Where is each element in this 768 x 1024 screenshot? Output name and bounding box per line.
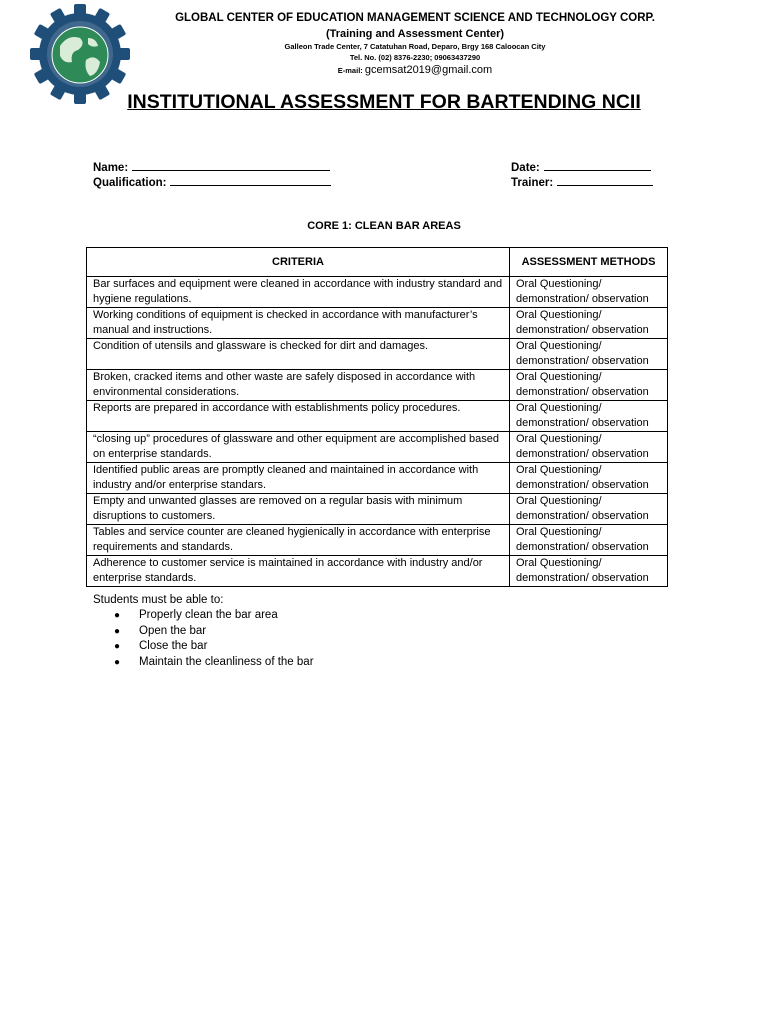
assessment-method-cell: Oral Questioning/ demonstration/ observation [510, 277, 668, 308]
list-item [93, 608, 314, 623]
trainer-label: Trainer: [511, 177, 554, 189]
criteria-cell: Condition of utensils and glassware is checked for dirt and damages. [87, 339, 510, 370]
assessment-method-cell: Oral Questioning/ demonstration/ observation [510, 525, 668, 556]
criteria-cell: Reports are prepared in accordance with establishments policy procedures. [87, 401, 510, 432]
name-blank-line [132, 160, 330, 171]
assessment-method-cell: Oral Questioning/ demonstration/ observation [510, 556, 668, 587]
core-section-title: CORE 1: CLEAN BAR AREAS [307, 220, 461, 232]
criteria-cell: “closing up” procedures of glassware and other equipment are accomplished based on enterprise standards. [87, 432, 510, 463]
name-label: Name: [93, 162, 129, 174]
organization-phone: Tel. No. (02) 8376-2230; 09063437290 [349, 53, 481, 62]
organization-name: GLOBAL CENTER OF EDUCATION MANAGEMENT SCIENCE AND TECHNOLOGY CORP. [175, 12, 655, 24]
organization-address: Galleon Trade Center, 7 Catatuhan Road, Deparo, Brgy 168 Caloocan City [284, 42, 546, 51]
criteria-cell: Working conditions of equipment is checked in accordance with manufacturer’s manual and instructions. [87, 308, 510, 339]
learning-outcomes-list [93, 608, 314, 670]
table-row [87, 432, 668, 463]
assessment-method-cell: Oral Questioning/ demonstration/ observation [510, 432, 668, 463]
date-field [511, 160, 651, 174]
assessment-table [86, 247, 668, 587]
table-row [87, 308, 668, 339]
table-row [87, 525, 668, 556]
assessment-method-cell: Oral Questioning/ demonstration/ observation [510, 370, 668, 401]
list-item [93, 639, 314, 654]
date-blank-line [544, 160, 651, 171]
criteria-cell: Bar surfaces and equipment were cleaned in accordance with industry standard and hygiene regulations. [87, 277, 510, 308]
list-item-text: Close the bar [139, 640, 208, 653]
qualification-field [93, 175, 331, 189]
criteria-cell: Adherence to customer service is maintained in accordance with industry and/or enterprise standards. [87, 556, 510, 587]
assessment-method-cell: Oral Questioning/ demonstration/ observation [510, 339, 668, 370]
learning-outcomes [93, 593, 314, 670]
table-row [87, 556, 668, 587]
organization-email [150, 65, 680, 76]
name-field [93, 160, 330, 174]
trainer-blank-line [557, 175, 653, 186]
criteria-cell: Tables and service counter are cleaned hygienically in accordance with enterprise requirements and standards. [87, 525, 510, 556]
email-label: E-mail: [337, 66, 363, 75]
list-item-text: Open the bar [139, 624, 207, 637]
date-label: Date: [511, 162, 540, 174]
criteria-cell: Identified public areas are promptly cleaned and maintained in accordance with industry and/or enterprise standars. [87, 463, 510, 494]
assessment-method-cell: Oral Questioning/ demonstration/ observation [510, 401, 668, 432]
table-header-row [87, 248, 668, 277]
assessment-method-cell: Oral Questioning/ demonstration/ observation [510, 463, 668, 494]
bullet-icon: ● [114, 641, 121, 653]
table-row [87, 463, 668, 494]
list-item [93, 624, 314, 639]
table-row [87, 370, 668, 401]
organization-logo [30, 4, 130, 104]
criteria-cell: Empty and unwanted glasses are removed on a regular basis with minimum disruptions to customers. [87, 494, 510, 525]
bullet-icon: ● [114, 656, 121, 668]
list-item-text: Properly clean the bar area [139, 609, 278, 622]
assessment-method-cell: Oral Questioning/ demonstration/ observation [510, 308, 668, 339]
qualification-label: Qualification: [93, 177, 167, 189]
gear-globe-icon [30, 4, 130, 104]
criteria-cell: Broken, cracked items and other waste are safely disposed in accordance with environmental considerations. [87, 370, 510, 401]
table-row [87, 494, 668, 525]
organization-subtitle: (Training and Assessment Center) [325, 28, 505, 40]
learning-outcomes-intro: Students must be able to: [93, 594, 224, 606]
criteria-header: CRITERIA [87, 248, 510, 277]
table-row [87, 401, 668, 432]
assessment-method-cell: Oral Questioning/ demonstration/ observation [510, 494, 668, 525]
table-row [87, 277, 668, 308]
table-row [87, 339, 668, 370]
bullet-icon: ● [114, 610, 121, 622]
list-item [93, 655, 314, 670]
page-title: INSTITUTIONAL ASSESSMENT FOR BARTENDING NCII [127, 91, 641, 113]
assessment-methods-header: ASSESSMENT METHODS [510, 248, 668, 277]
list-item-text: Maintain the cleanliness of the bar [139, 655, 314, 668]
qualification-blank-line [170, 175, 331, 186]
bullet-icon: ● [114, 625, 121, 637]
email-address: gcemsat2019@gmail.com [364, 64, 493, 76]
trainer-field [511, 175, 653, 189]
